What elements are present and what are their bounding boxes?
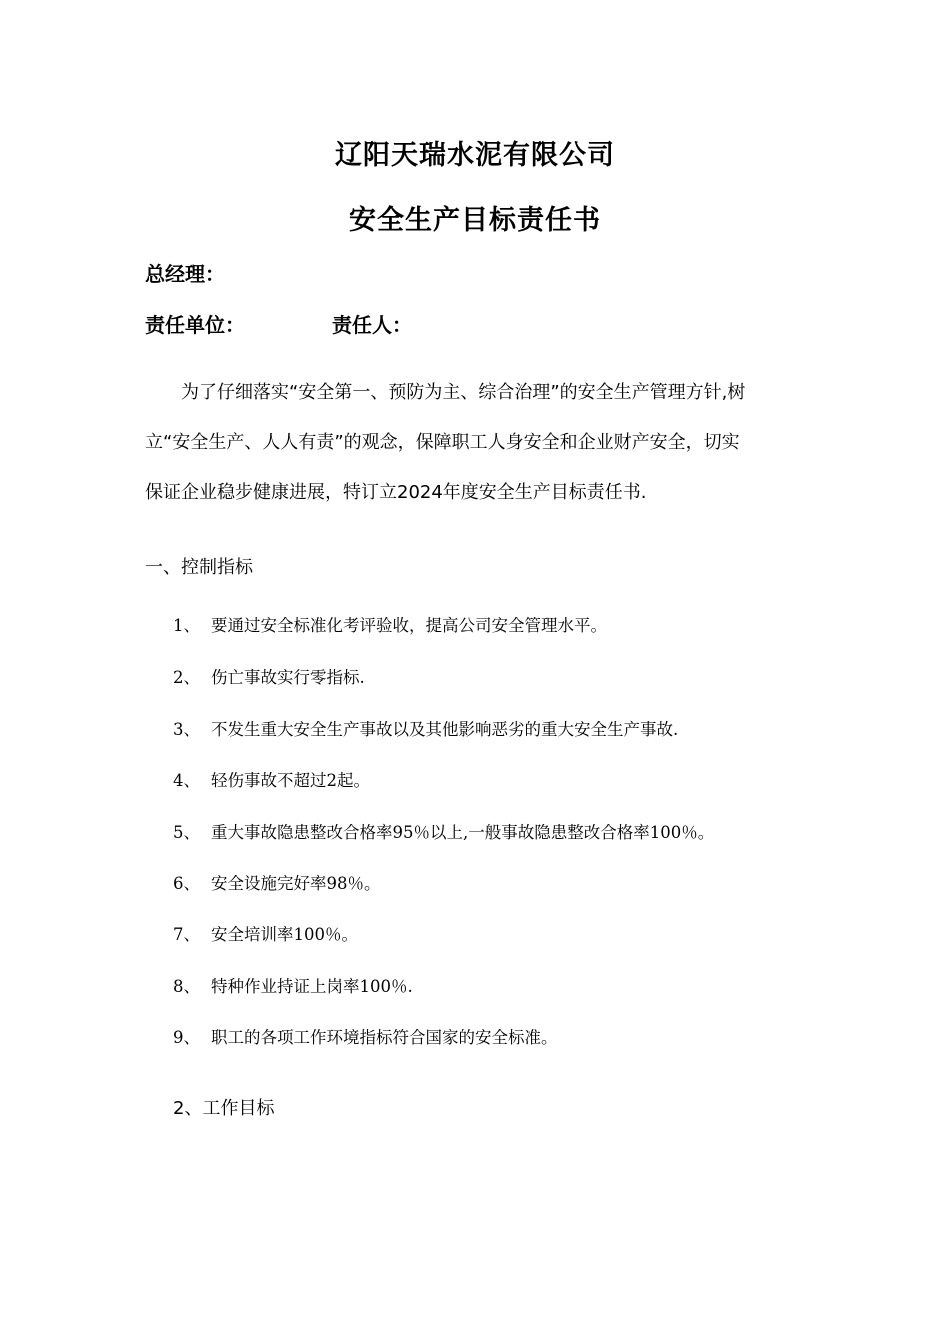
- list-item-text: 要通过安全标准化考评验收，提高公司安全管理水平。: [211, 616, 607, 635]
- section-heading-work-goals: 2、工作目标: [173, 1098, 275, 1119]
- intro-line: 为了仔细落实“安全第一、预防为主、综合治理”的安全生产管理方针,树: [181, 382, 746, 403]
- list-item-text: 特种作业持证上岗率100％.: [211, 977, 413, 996]
- intro-line: 保证企业稳步健康进展，特订立2024年度安全生产目标责任书.: [145, 482, 647, 503]
- list-item: [173, 819, 714, 843]
- list-item-number: 2、: [173, 668, 200, 687]
- list-item-text: 伤亡事故实行零指标.: [211, 668, 365, 687]
- general-manager-label: 总经理：: [145, 262, 225, 286]
- list-item-number: 1、: [173, 616, 200, 635]
- list-item-text: 轻伤事故不超过2起。: [211, 771, 370, 790]
- list-item-number: 6、: [173, 874, 200, 893]
- responsible-person-label: 责任人：: [332, 313, 412, 337]
- document-title: 安全生产目标责任书: [349, 205, 601, 236]
- list-item-text: 安全设施完好率98％。: [211, 874, 381, 893]
- list-item-text: 不发生重大安全生产事故以及其他影响恶劣的重大安全生产事故.: [211, 720, 679, 739]
- list-item-number: 8、: [173, 977, 200, 996]
- list-item-text: 重大事故隐患整改合格率95％以上,一般事故隐患整改合格率100％。: [211, 823, 715, 842]
- company-name: 辽阳天瑞水泥有限公司: [335, 140, 615, 171]
- list-item-number: 5、: [173, 823, 200, 842]
- intro-line: 立“安全生产、人人有责”的观念，保障职工人身安全和企业财产安全，切实: [145, 432, 740, 453]
- list-item: [173, 921, 358, 945]
- list-item-text: 职工的各项工作环境指标符合国家的安全标准。: [211, 1028, 558, 1047]
- responsible-unit-label: 责任单位：: [145, 313, 245, 337]
- list-item: [173, 716, 678, 740]
- list-item-text: 安全培训率100％。: [211, 925, 358, 944]
- list-item: [173, 767, 370, 791]
- list-item: [173, 612, 607, 636]
- list-item-number: 4、: [173, 771, 200, 790]
- list-item-number: 3、: [173, 720, 200, 739]
- list-item: [173, 973, 413, 997]
- list-item: [173, 870, 381, 894]
- list-item: [173, 1024, 558, 1048]
- section-heading-control-indicators: 一、控制指标: [145, 557, 253, 578]
- list-item-number: 7、: [173, 925, 200, 944]
- list-item: [173, 664, 365, 688]
- intro-paragraph: [145, 368, 807, 518]
- list-item-number: 9、: [173, 1028, 200, 1047]
